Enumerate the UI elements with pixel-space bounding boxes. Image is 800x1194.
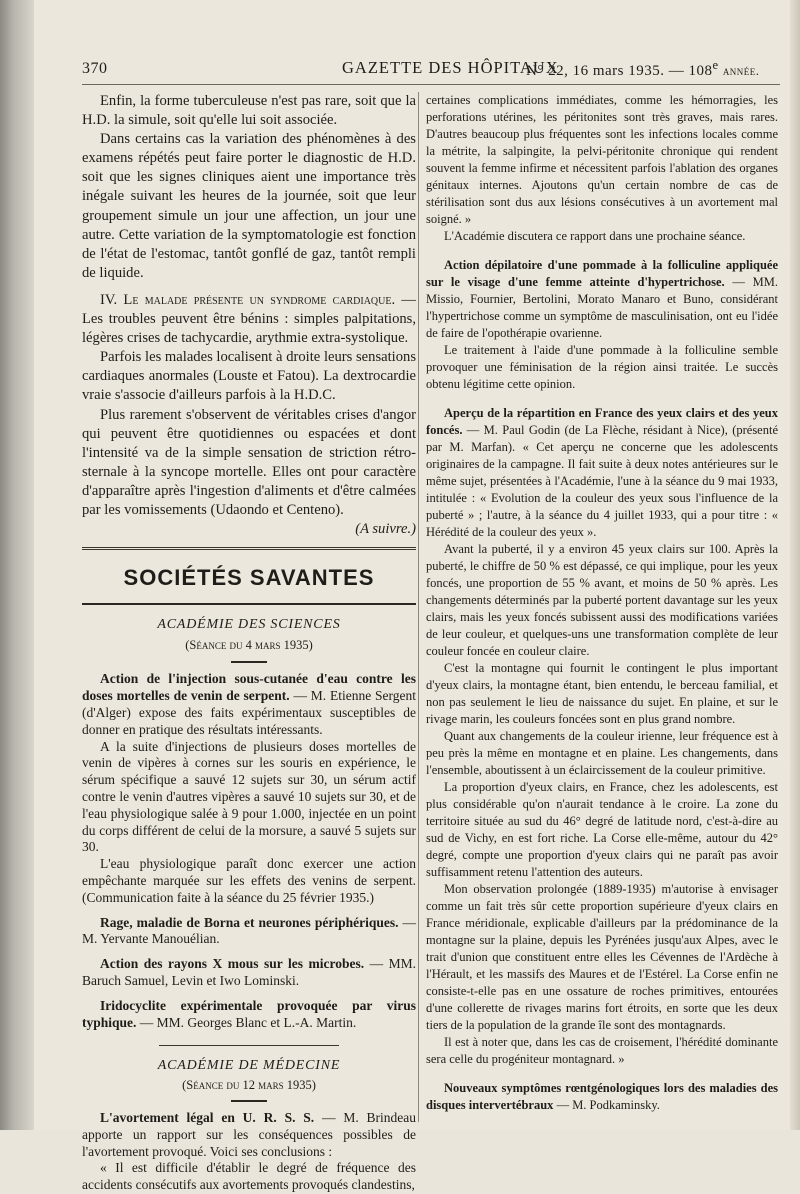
paragraph: Il est à noter que, dans les cas de croisement, l'hérédité dominante sera celle du progéniteur montagnard. » xyxy=(426,1035,778,1066)
page-edge xyxy=(790,0,800,1130)
paragraph: L'eau physiologique paraît donc exercer une action empêchante marquée sur les effets des venins de serpent. (Communication faite à la séance du 25 février 1935.) xyxy=(82,856,416,905)
paragraph: « Il est difficile d'établir le degré de fréquence des accidents consécutifs aux avortements provoqués clandestins, xyxy=(82,1160,416,1193)
short-rule xyxy=(231,1100,267,1102)
short-rule xyxy=(231,661,267,663)
academy-title: ACADÉMIE DES SCIENCES xyxy=(157,617,341,633)
header-rule xyxy=(82,84,780,85)
page-number: 370 xyxy=(82,60,108,77)
paragraph: certaines complications immédiates, comme les hémorragies, les perforations utérines, les péritonites sont très graves, mais rares. D'autres beaucoup plus fréquentes sont les infections locales comme la métrite, la salpingite, la pelvi-péritonite chronique qui rendent souvent la femme infirme et nécessitent parfois l'ablation des organes génitaux internes. Ajoutons qu'un certain nombre de cas de stérilisation sont dus aux lésions consécutives à un avortement mal soigné. » xyxy=(426,93,778,226)
subsection-heading: IV. Le malade présente un syndrome cardiaque. xyxy=(100,291,396,308)
page-binding-shadow xyxy=(0,0,34,1130)
report-item: Action de l'injection sous-cutanée d'eau contre les doses mortelles de venin de serpent. — M. Etienne Sergent (d'Alger) expose des faits expérimentaux susceptibles de donner en pratique des résultats intéressants. xyxy=(82,671,416,737)
paragraph: Enfin, la forme tuberculeuse n'est pas rare, soit que la H.D. la simule, soit qu'elle lui soit associée. xyxy=(82,93,416,129)
continued-note: (A suivre.) xyxy=(355,521,416,538)
paragraph: Dans certains cas la variation des phénomènes à des examens répétés peut faire porter le diagnostic de H.D. soit que les signes cliniques aient une importance très inégale suivant les heures de la journée, soit que leur groupement simule un jour une affection, un jour une autre. Cette variation de la symptomatologie est fonction de l'état de l'estomac, tantôt gonflé de gaz, tantôt rempli de liquide. xyxy=(82,131,416,281)
paragraph: A la suite d'injections de plusieurs doses mortelles de venin de vipères à cornes sur les souris en expérience, le sérum spécifique a sauvé 12 sujets sur 30, un sérum actif contre le venin d'autres vipères a sauvé 10 sujets sur 30, et de l'eau physiologique salée à 9 pour 1.000, injectée en un point du corps différent de celui de la morsure, a sauvé 5 sujets sur 30. xyxy=(82,738,416,855)
page-header xyxy=(82,54,782,78)
left-column xyxy=(82,92,416,1194)
section-rule xyxy=(82,547,416,550)
issue-info: N° 22, 16 mars 1935. — 108e année. xyxy=(526,58,760,79)
paragraph: Avant la puberté, il y a environ 45 yeux clairs sur 100. Après la puberté, le chiffre de 50 % est dépassé, ce qui implique, pour les yeux foncés, une proportion de 55 % avant, et moins de 50 % après. Les changements déterminés par la puberté portent davantage sur les yeux clairs, mais les yeux foncés subissent aussi des modifications variées de leur couleur, et quelques-uns une transformation complète de leur couleur foncée en couleur claire. xyxy=(426,542,778,658)
report-item: Rage, maladie de Borna et neurones périphériques. — M. Yervante Manouélian. xyxy=(82,914,417,947)
paragraph: IV. Le malade présente un syndrome cardiaque. — Les troubles peuvent être bénins : simples palpitations, légères crises de tachycardie, arythmie extra-systolique. xyxy=(82,291,416,347)
section-rule xyxy=(82,603,416,605)
academy-title: ACADÉMIE DE MÉDECINE xyxy=(157,1058,341,1074)
session-date: (Séance du 4 mars 1935) xyxy=(185,638,313,653)
separator-rule xyxy=(159,1045,339,1046)
session-date: (Séance du 12 mars 1935) xyxy=(182,1078,316,1093)
paragraph: Plus rarement s'observent de véritables crises d'angor qui peuvent être quotidiennes ou espacées et dont l'intensité va de la simple sensation de striction rétro-sternale à la syncope mortelle. Elles ont pour caractère d'apparaître après l'ingestion d'aliments et d'être calmées par les vomissements (Udaondo et Centeno). xyxy=(82,406,416,518)
report-item: Iridocyclite expérimentale provoquée par virus typhique. — MM. Georges Blanc et L.-A. Martin. xyxy=(82,997,416,1030)
paragraph: Mon observation prolongée (1889-1935) m'autorise à envisager comme un fait très sûr cette proportion supérieure d'yeux clairs en France méridionale, explicable d'ailleurs par la prédominance de la montagne sur la plaine, depuis les Pyrénées jusqu'aux Alpes, avec le trait d'union que constituent entre elles les Cévennes de l'Ardèche à l'Hérault, et les massifs des Maures et de l'Estérel. La Corse enfin ne consiste-t-elle pas en une ossature de roches primitives, entourées d'une collerette de rivages marins fort étroits, en sorte que les deux tiers de la population de la grande île sont des montagnards. xyxy=(426,882,778,1032)
paragraph: Le traitement à l'aide d'une pommade à la folliculine semble provoquer une féminisation de la région ainsi traitée. Le succès obtenu légitime cette opinion. xyxy=(426,343,778,391)
report-item: Nouveaux symptômes rœntgénologiques lors des maladies des disques intervertébraux — M. Podkaminsky. xyxy=(426,1081,778,1112)
section-title: SOCIÉTÉS SAVANTES xyxy=(123,565,375,591)
report-item: Aperçu de la répartition en France des yeux clairs et des yeux foncés. — M. Paul Godin (de La Flèche, résidant à Nice), (présenté par M. Marfan). « Cet aperçu ne concerne que les adolescents originaires de la campagne. Il fait suite à deux notes antérieures sur le même sujet, présentées à l'Académie, l'une à la séance du 9 mai 1933, intitulée : « Evolution de la couleur des yeux sous l'influence de la puberté » ; l'autre, à la séance du 4 juillet 1933, qui a pour titre : « Hérédité de la couleur des yeux ». xyxy=(426,406,778,539)
paragraph: L'Académie discutera ce rapport dans une prochaine séance. xyxy=(444,229,746,243)
paragraph: La proportion d'yeux clairs, en France, chez les adolescents, est plus considérable qu'on n'aurait tendance à le croire. La zone du territoire située au sud du 46° degré de latitude nord, c'est-à-dire au sud de Vichy, en est fort riche. La Corse elle-même, autour du 42° degré, compte une proportion d'yeux clairs qui ne paraît pas avoir suffisamment retenu l'attention des auteurs. xyxy=(426,780,778,879)
running-head: GAZETTE DES HÔPITAUX xyxy=(342,58,559,77)
academy-sciences-reports xyxy=(82,671,416,1194)
report-item: Action des rayons X mous sur les microbes. — MM. Baruch Samuel, Levin et Iwo Lominski. xyxy=(82,956,416,988)
paragraph: Parfois les malades localisent à droite leurs sensations cardiaques anormales (Louste et Fatou). La dextrocardie vraie s'associe d'ailleurs parfois à la H.D.C. xyxy=(82,349,416,404)
paragraph: C'est la montagne qui fournit le contingent le plus important d'yeux clairs, la montagne étant, bien entendu, le berceau familial, et non pas seulement le lieu de naissance du sujet. En plaine, et sur le rivage marin, les couleurs foncées sont en plus grand nombre. xyxy=(426,661,778,726)
report-item: Action dépilatoire d'une pommade à la folliculine appliquée sur le visage d'une femme atteinte d'hypertrichose. — MM. Missio, Fournier, Bertolini, Morato Manaro et Buno, considérant l'hypertrichose comme un symptôme de masculinisation, ont eu l'idée de faire de l'opothérapie ovarienne. xyxy=(426,258,778,340)
column-divider xyxy=(418,92,419,1122)
paragraph: Quant aux changements de la couleur irienne, leur fréquence est à peu près la même en montagne et en plaine. Les changements, dans l'ensemble, aboutissent à un éclaircissement de la couleur primitive. xyxy=(426,729,778,777)
right-column xyxy=(426,92,778,1114)
report-item: L'avortement légal en U. R. S. S. — M. Brindeau apporte un rapport sur les conséquences possibles de l'avortement provoqué. Voici ses conclusions : xyxy=(82,1109,416,1159)
